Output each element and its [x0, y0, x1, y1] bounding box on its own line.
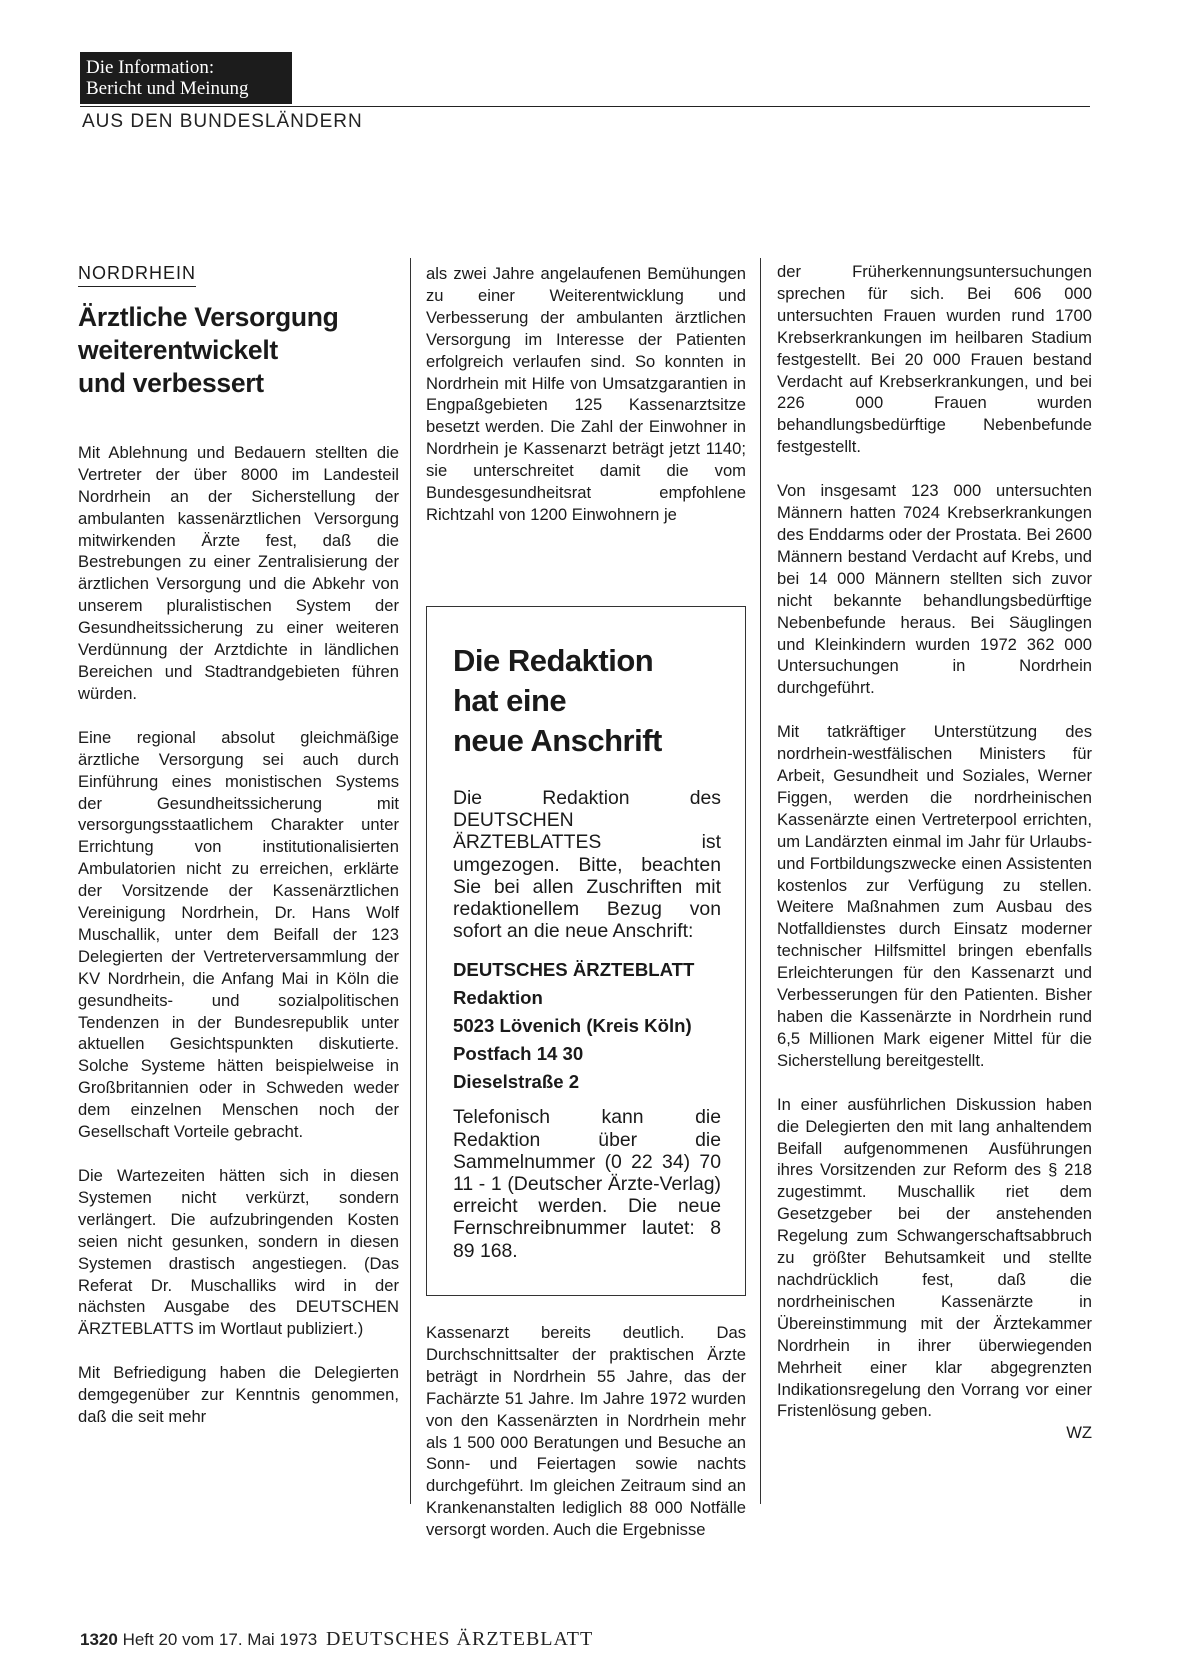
column-divider: [410, 258, 411, 1504]
rubric-box: [80, 52, 292, 104]
region-label: NORDRHEIN: [78, 263, 196, 287]
notice-title: [453, 641, 721, 761]
header-rule: [80, 106, 1090, 107]
paragraph: Die Wartezeiten hätten sich in diesen Systemen nicht verkürzt, sondern verlängert. Die aufzubringenden Kosten seien nicht gesunken, sondern in diesen Systemen drastisch angestiegen. (Das Referat Dr. Muschalliks wird in der nächsten Ausgabe des DEUTSCHEN ÄRZTEBLATTS im Wortlaut publiziert.): [78, 1166, 399, 1339]
paragraph: In einer ausführlichen Diskussion haben die Delegierten den mit lang anhaltendem Beifall aufgenommenen Ausführungen ihres Vorsitzenden zur Reform des § 218 zugestimmt. Muschallik riet dem Gesetzgeber bei der anstehenden Regelung zum Schwangerschaftsabbruch zu größter Behutsamkeit und stellte nachdrücklich fest, daß die nordrheinischen Kassenärzte in Übereinstimmung mit der Ärztekammer Nordrhein in ihrer überwiegenden Mehrheit einer klar abgegrenzten Indikationsregelung den Vorrang vor einer Fristenlösung geben.: [777, 1094, 1092, 1421]
column-1: [78, 263, 399, 1450]
column-divider: [760, 258, 761, 1504]
notice-box: [426, 606, 746, 1296]
page-footer: [80, 1628, 593, 1651]
address-line: DEUTSCHES ÄRZTEBLATT: [453, 959, 695, 981]
column-2: [426, 263, 746, 548]
notice-title-line-3: neue Anschrift: [453, 723, 662, 758]
column-2-continued: [426, 1322, 746, 1541]
notice-text: Telefonisch kann die Redaktion über die Sammelnummer (0 22 34) 70 11 - 1 (Deutscher Ärzte-Verlag) erreicht werden. Die neue Fernschreibnummer lautet: 8 89 168.: [453, 1106, 721, 1262]
address-line: Dieselstraße 2: [453, 1071, 580, 1093]
notice-text: Die Redaktion des DEUTSCHEN ÄRZTEBLATTES ist umgezogen. Bitte, beachten Sie bei allen Zuschriften mit redaktionellem Bezug von sofort an die neue Anschrift:: [453, 787, 721, 943]
paragraph: Von insgesamt 123 000 untersuchten Männern hatten 7024 Krebserkrankungen des Enddarms oder der Prostata. Bei 2600 Männern bestand Verdacht auf Krebs, und bei 14 000 Männern stellten sich zuvor nicht bekannte behandlungsbedürftige Nebenbefunde heraus. Bei Säuglingen und Kleinkindern wurden 1972 362 000 Untersuchungen in Nordrhein durchgeführt.: [777, 481, 1092, 698]
paragraph: der Früherkennungsuntersuchungen sprechen für sich. Bei 606 000 untersuchten Frauen wurden rund 1700 Krebserkrankungen im heilbaren Stadium festgestellt. Bei 20 000 Frauen bestand Verdacht auf Krebserkrankungen, und bei 226 000 Frauen wurden behandlungsbedürftige Nebenbefunde festgestellt.: [777, 262, 1092, 457]
magazine-name: DEUTSCHES ÄRZTEBLATT: [325, 1628, 594, 1650]
headline-line-2: weiterentwickelt: [78, 334, 278, 365]
paragraph: Mit tatkräftiger Unterstützung des nordrhein-westfälischen Ministers für Arbeit, Gesundheit und Soziales, Werner Figgen, werden die nordrheinischen Kassenärzte einen Vertreterpool errichten, um Landärzten einmal im Jahr für Urlaubs- und Fortbildungszwecke einen Assistenten kostenlos zur Verfügung zu stellen. Weitere Maßnahmen zum Ausbau des Notfalldienstes durch Einsatz moderner technischer Hilfsmittel bringen ebenfalls Erleichterungen für den Kassenarzt und Verbesserungen für den Patienten. Bisher haben die Kassenärzte in Nordrhein rund 6,5 Millionen Mark eigener Mittel für die Sicherstellung bereitgestellt.: [777, 722, 1092, 1070]
notice-title-line-1: Die Redaktion: [453, 643, 654, 678]
headline-line-1: Ärztliche Versorgung: [78, 301, 339, 332]
issue-info: Heft 20 vom 17. Mai 1973: [122, 1630, 318, 1649]
notice-title-line-2: hat eine: [453, 683, 567, 718]
notice-address: [453, 956, 721, 1096]
paragraph: als zwei Jahre angelaufenen Bemühungen zu einer Weiterentwicklung und Verbesserung der ambulanten ärztlichen Versorgung im Interesse der Patienten erfolgreich verlaufen sind. So konnten in Nordrhein mit Hilfe von Umsatzgarantien in Engpaßgebieten 125 Kassenarztsitze besetzt werden. Die Zahl der Einwohner in Nordrhein je Kassenarzt beträgt jetzt 1140; sie unterschreitet damit die vom Bundesgesundheitsrat empfohlene Richtzahl von 1200 Einwohnern je: [426, 264, 746, 524]
paragraph: Mit Befriedigung haben die Delegierten demgegenüber zur Kenntnis genommen, daß die seit mehr: [78, 1363, 399, 1427]
headline-line-3: und verbessert: [78, 367, 264, 398]
rubric-line-1: Die Information:: [86, 57, 215, 78]
paragraph: Mit Ablehnung und Bedauern stellten die Vertreter der über 8000 im Landesteil Nordrhein an der Sicherstellung der ambulanten kassenärztlichen Versorgung mitwirkenden Ärzte fest, daß die Bestrebungen zu einer Zentralisierung der ärztlichen Versorgung und die Abkehr von unserem pluralistischen System der Gesundheitssicherung zu einer weiteren Verdünnung der Arztdichte in ländlichen Bereichen und Stadtrandgebieten führen würden.: [78, 442, 399, 703]
article-headline: [78, 301, 399, 400]
column-3: [777, 261, 1092, 1444]
section-label: AUS DEN BUNDESLÄNDERN: [82, 111, 363, 132]
address-line: 5023 Lövenich (Kreis Köln): [453, 1015, 692, 1037]
address-line: Redaktion: [453, 987, 543, 1009]
address-line: Postfach 14 30: [453, 1043, 584, 1065]
rubric-line-2: Bericht und Meinung: [86, 78, 249, 99]
page-number: 1320: [80, 1630, 118, 1649]
paragraph: Kassenarzt bereits deutlich. Das Durchschnittsalter der praktischen Ärzte beträgt in Nordrhein 55 Jahre, das der Fachärzte 51 Jahre. Im Jahre 1972 wurden von den Kassenärzten in Nordrhein mehr als 1 500 000 Beratungen und Besuche an Sonn- und Feiertagen sowie nachts durchgeführt. Im gleichen Zeitraum sind an Krankenanstalten lediglich 88 000 Notfälle versorgt worden. Auch die Ergebnisse: [426, 1323, 746, 1540]
author-signature: WZ: [1066, 1423, 1092, 1443]
paragraph: Eine regional absolut gleichmäßige ärztliche Versorgung sei auch durch Einführung eines monistischen Systems der Gesundheitssicherung mit versorgungsstaatlichem Charakter unter Errichtung von institutionalisierten Ambulatorien nicht zu erreichen, erklärte der Vorsitzende der Kassenärztlichen Vereinigung Nordrhein, Dr. Hans Wolf Muschallik, unter dem Beifall der 123 Delegierten der Vertreterversammlung der KV Nordrhein, die Anfang Mai in Köln die gesundheits- und sozialpolitischen Tendenzen in der Bundesrepublik unter aktuellen Gesichtspunkten diskutierte. Solche Systeme hätten beispielweise in Großbritannien oder in Schweden weder dem einzelnen Menschen noch der Gesellschaft Vorteile gebracht.: [78, 727, 399, 1142]
